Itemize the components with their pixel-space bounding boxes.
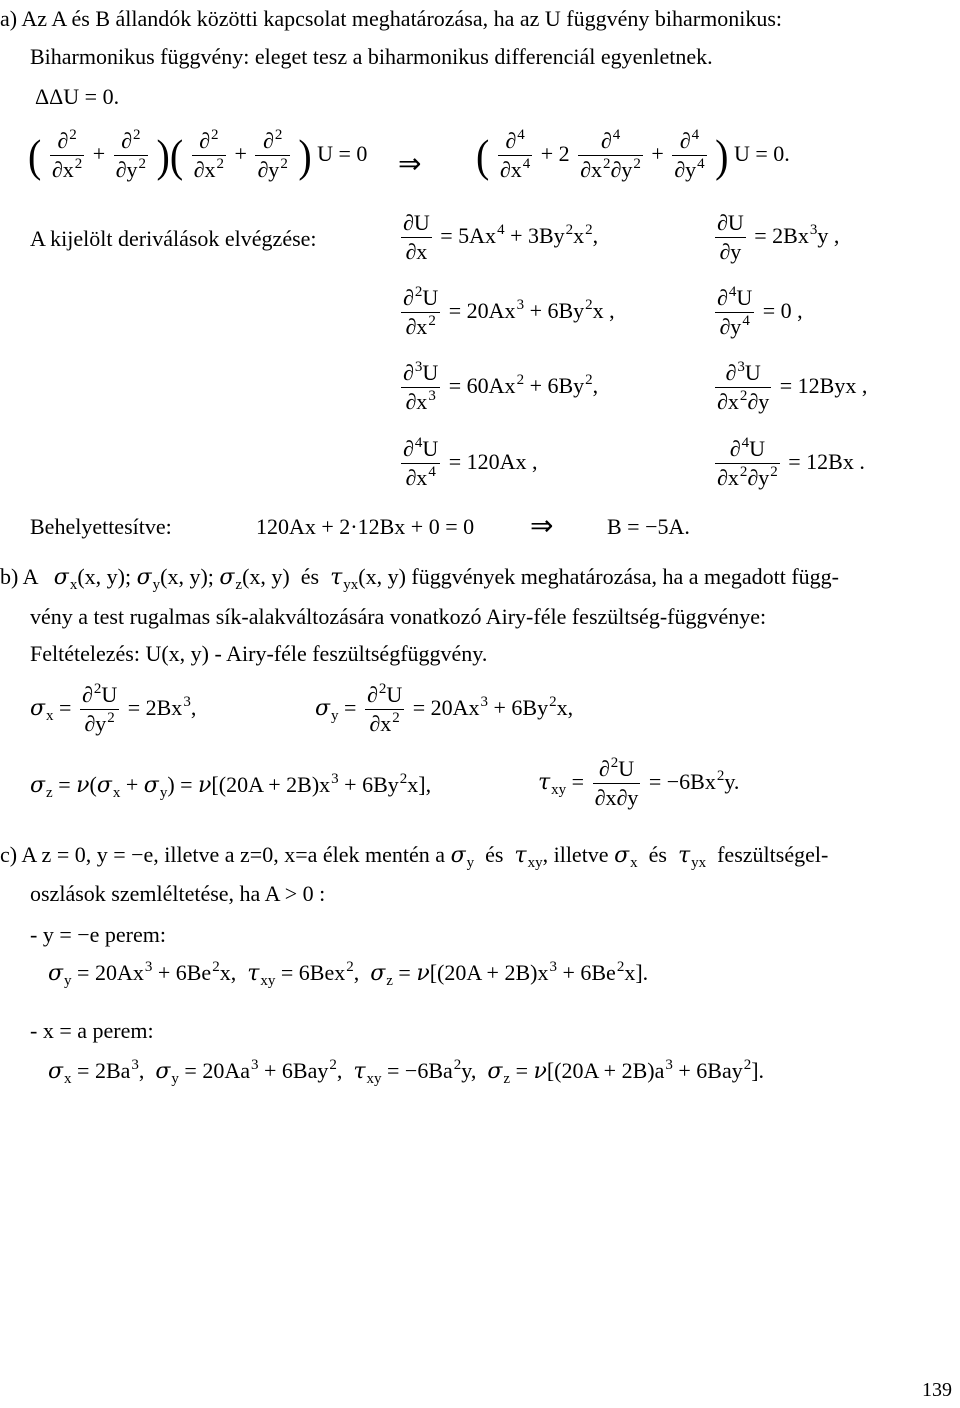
part-b-line2: vény a test rugalmas sík-alakváltozására vonatkozó Airy-féle feszültség-függvénye: xyxy=(30,604,767,629)
implies-arrow-2: ⇒ xyxy=(530,509,554,542)
part-a-heading: a) Az A és B állandók közötti kapcsolat meghatározása, ha az U függvény biharmonikus: xyxy=(0,6,782,31)
part-c-line2: oszlások szemléltetése, ha A > 0 : xyxy=(30,881,326,906)
part-c-mid: , illetve xyxy=(542,842,609,867)
part-b-suffix: függvények meghatározása, ha a megadott függ- xyxy=(411,564,840,589)
laplace-equation: ΔΔU = 0. xyxy=(35,84,120,109)
deriv-dU-dx: $\frac{\partial U}{\partial x}$ = $5Ax^4 + 3By^2x^2$, xyxy=(403,210,599,265)
part-b-assumption: Feltételezés: U(x, y) - Airy-féle feszültségfüggvény. xyxy=(30,641,488,666)
substitution-equation: 120Ax + 2·12Bx + 0 = 0 xyxy=(256,514,475,539)
implies-arrow-1: ⇒ xyxy=(398,147,422,180)
deriv-d4U-dy4: $\frac{\partial^4U}{\partial y^4}$ = 0 , xyxy=(717,284,803,340)
edge2-label: - x = a perem: xyxy=(30,1018,154,1043)
page-number: 139 xyxy=(922,1379,952,1401)
tau-xy-equation: $\tau_{xy}$ = $\frac{\partial^2U}{\partial x\partial y}$ = $-6Bx^2y$. xyxy=(538,755,740,811)
biharmonic-definition: Biharmonikus függvény: eleget tesz a biharmonikus differenciál egyenletnek. xyxy=(30,44,713,69)
edge2-equations: $\sigma_x = 2Ba^3$, $\sigma_y = 20Aa^3 + 6Bay^2$, $\tau_{xy} = -6Ba^2y$, $\sigma_z = \nu[(20A + 2B)a^3 + 6Bay^2]$. xyxy=(48,1057,765,1087)
deriv-d2U-dx2: $\frac{\partial^2U}{\partial x^2}$ = $20Ax^3 + 6By^2x$ , xyxy=(403,284,615,340)
derivatives-label: A kijelölt deriválások elvégzése: xyxy=(30,226,317,251)
part-b-line1: b) A $\sigma_x(x$, y); $\sigma_y(x$, y); $\sigma_z(x$, y) és $\tau_{yx}(x$, y) függvények meghatározása, ha a megadott függ- xyxy=(0,564,840,593)
operator-equation: ( $\frac{\partial^2}{\partial x^2}$ + $\frac{\partial^2}{\partial y^2}$ )( $\frac{\partial^2}{\partial x^2}$ + $\frac{\partial^2}{\partial y^2}$ ) U = 0 xyxy=(28,127,368,183)
deriv-d3U-dx2dy: $\frac{\partial^3U}{\partial x^2\partial y}$ = 12Byx , xyxy=(717,359,868,415)
part-c-text1: c) A z = 0, y = −e, illetve a z=0, x=a élek mentén a xyxy=(0,842,446,867)
part-c-end: feszültségel- xyxy=(717,842,829,867)
part-c-line1: c) A z = 0, y = −e, illetve a z=0, x=a élek mentén a $\sigma_y$ és $\tau_{xy}$, illetve $\sigma_x$ és $\tau_{yx}$ feszültségel- xyxy=(0,842,829,871)
edge1-label: - y = −e perem: xyxy=(30,922,166,947)
assumption-label: Feltételezés: xyxy=(30,641,140,666)
sigma-z-equation: $\sigma_z = \nu(\sigma_x + \sigma_y) = \nu[(20A + 2B)x^3 + 6By^2x]$, xyxy=(30,771,432,801)
substitution-label: Behelyettesítve: xyxy=(30,514,172,539)
result-B: B = −5A. xyxy=(607,514,690,539)
edge1-equations: $\sigma_y = 20Ax^3 + 6Be^2x$, $\tau_{xy} = 6Bex^2$, $\sigma_z = \nu[(20A + 2B)x^3 + 6Be^2x]$. xyxy=(48,959,649,989)
deriv-d3U-dx3: $\frac{\partial^3U}{\partial x^3}$ = $60Ax^2 + 6By^2$, xyxy=(403,359,599,415)
part-b-prefix: b) A xyxy=(0,564,38,589)
deriv-dU-dy: $\frac{\partial U}{\partial y}$ = $2Bx^3y$ , xyxy=(717,210,840,265)
sigma-y-equation: $\sigma_y$ = $\frac{\partial^2U}{\partial x^2}$ = $20Ax^3 + 6By^2x$, xyxy=(315,681,574,737)
assumption-text: - Airy-féle feszültségfüggvény. xyxy=(214,641,488,666)
deriv-d4U-dx4: $\frac{\partial^4U}{\partial x^4}$ = 120Ax , xyxy=(403,435,538,491)
deriv-d4U-dx2dy2: $\frac{\partial^4U}{\partial x^2\partial y^2}$ = 12Bx . xyxy=(717,435,865,491)
biharmonic-operator: ( $\frac{\partial^4}{\partial x^4}$ + 2 $\frac{\partial^4}{\partial x^2\partial y^2}$ + $\frac{\partial^4}{\partial y^4}$ ) U = 0. xyxy=(476,127,790,183)
sigma-x-equation: $\sigma_x$ = $\frac{\partial^2U}{\partial y^2}$ = $2Bx^3$, xyxy=(30,681,197,737)
